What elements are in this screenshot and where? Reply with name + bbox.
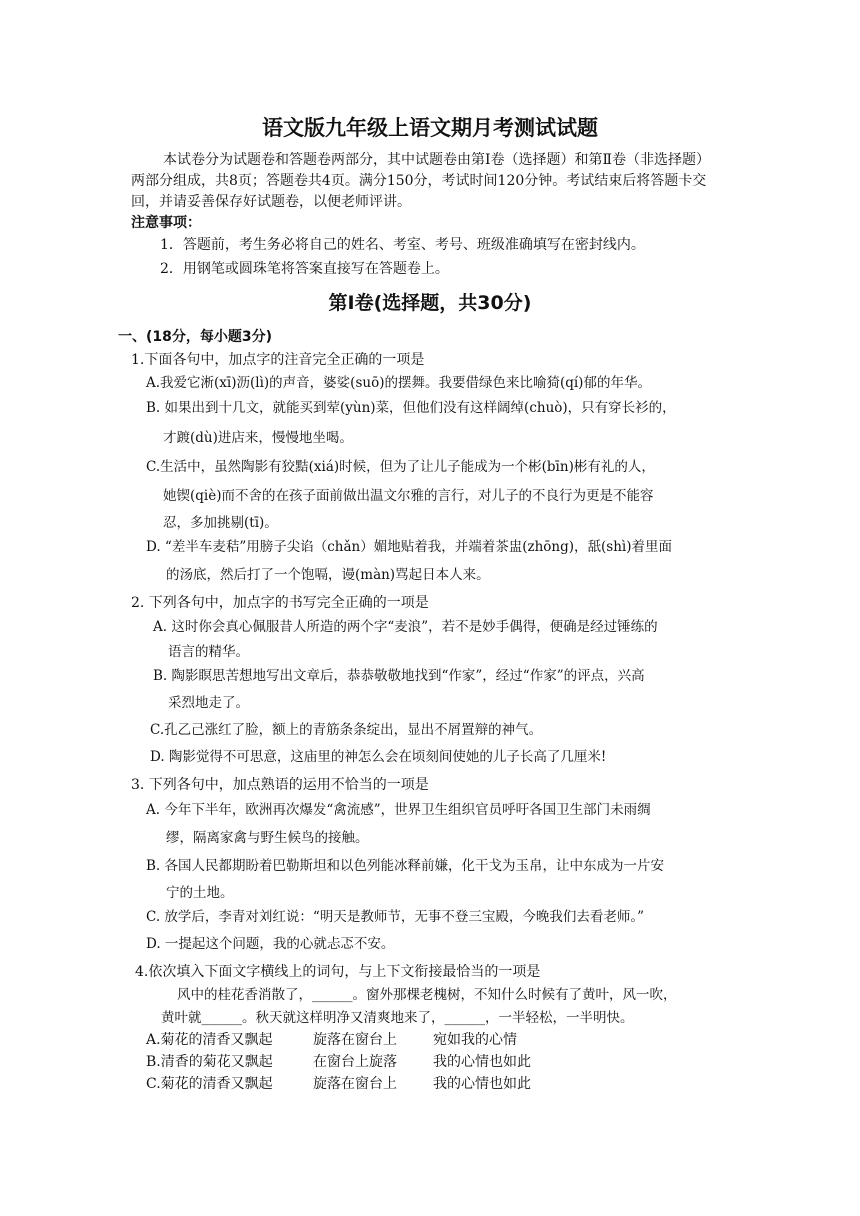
q4-stem: 4.依次填入下面文字横线上的词句，与上下文衔接最恰当的一项是: [135, 964, 541, 980]
q2-option-c: C.孔乙己涨红了脸，额上的青筋条条绽出，显出不屑置辩的神气。: [150, 722, 543, 738]
notice-item-1: 1．答题前，考生务必将自己的姓名、考室、考号、班级准确填写在密封线内。: [160, 237, 645, 253]
q2-stem: 2. 下列各句中，加点字的书写完全正确的一项是: [131, 595, 429, 611]
q4-option-b-part-1: B.清香的菊花又飘起: [146, 1054, 273, 1070]
q2-option-b: B. 陶影瞑思苦想地写出文章后，恭恭敬敬地找到“作家”，经过“作家”的评点，兴高: [153, 668, 645, 684]
q3-option-b: B. 各国人民都期盼着巴勒斯坦和以色列能冰释前嫌，化干戈为玉帛，让中东成为一片安: [146, 858, 665, 874]
q1-option-c-cont-2: 忍，多加挑剔(tī)。: [163, 515, 278, 531]
q1-option-b: B. 如果出到十几文，就能买到荤(yùn)菜，但他们没有这样阔绰(chuò)，只有穿长衫的，: [146, 400, 676, 416]
q1-option-d: D. “差半车麦秸”用膀子尖谄（chǎn）媚地贴着我，并端着茶盅(zhōng)，舐(shì)着里面: [146, 539, 673, 555]
q4-option-a-part-1: A.菊花的清香又飘起: [146, 1032, 273, 1048]
q4-option-c-part-2: 旋落在窗台上: [313, 1076, 397, 1092]
notice-heading: 注意事项：: [131, 215, 201, 231]
q3-option-d: D. 一提起这个问题，我的心就忐忑不安。: [146, 936, 395, 952]
q1-option-c: C.生活中，虽然陶影有狡黠(xiá)时候，但为了让儿子能成为一个彬(bīn)彬有礼的人，: [146, 459, 655, 475]
q3-option-b-cont: 宁的土地。: [166, 885, 234, 901]
q4-passage-line-1: 风中的桂花香消散了，______。窗外那棵老槐树，不知什么时候有了黄叶，风一吹，: [177, 987, 677, 1003]
intro-line-3: 回，并请妥善保存好试题卷，以便老师评讲。: [131, 194, 411, 210]
q3-option-a-cont: 缪，隔离家禽与野生候鸟的接触。: [166, 830, 369, 846]
part-heading: 一、(18分，每小题3分): [118, 329, 273, 345]
q4-option-a-part-3: 宛如我的心情: [433, 1032, 517, 1048]
q2-option-a-cont: 语言的精华。: [168, 644, 249, 660]
q2-option-a: A. 这时你会真心佩服昔人所造的两个字“麦浪”，若不是妙手偶得，便确是经过锤练的: [153, 619, 658, 635]
q4-option-a-part-2: 旋落在窗台上: [313, 1032, 397, 1048]
intro-line-1: 本试卷分为试题卷和答题卷两部分，其中试题卷由第Ⅰ卷（选择题）和第Ⅱ卷（非选择题）: [163, 152, 711, 168]
intro-line-2: 两部分组成，共8页；答题卷共4页。满分150分，考试时间120分钟。考试结束后将答题卡交: [131, 173, 707, 189]
q1-option-c-cont-1: 她锲(qiè)而不舍的在孩子面前做出温文尔雅的言行，对儿子的不良行为更是不能容: [163, 488, 654, 504]
q4-passage-line-2: 黄叶就______。秋天就这样明净又清爽地来了，______，一半轻松，一半明快。: [161, 1010, 634, 1026]
notice-item-2: 2．用钢笔或圆珠笔将答案直接写在答题卷上。: [160, 261, 449, 277]
q4-option-b-part-3: 我的心情也如此: [433, 1054, 531, 1070]
page-title: 语文版九年级上语文期月考测试试题: [262, 116, 598, 140]
q1-option-a: A.我爱它淅(xī)沥(lì)的声音，婆娑(suō)的摆舞。我要借绿色来比喻猗(qí)郁的年华。: [146, 375, 651, 391]
q3-option-a: A. 今年下半年，欧洲再次爆发“禽流感”，世界卫生组织官员呼吁各国卫生部门未雨绸: [146, 802, 651, 818]
q2-option-d: D. 陶影觉得不可思意，这庙里的神怎么会在顷刻间使她的儿子长高了几厘米!: [150, 749, 607, 765]
q3-stem: 3. 下列各句中，加点熟语的运用不恰当的一项是: [131, 777, 429, 793]
section-title: 第Ⅰ卷(选择题，共30分): [328, 292, 532, 314]
q4-option-b-part-2: 在窗台上旋落: [313, 1054, 397, 1070]
q2-option-b-cont: 采烈地走了。: [168, 695, 249, 711]
q1-stem: 1.下面各句中，加点字的注音完全正确的一项是: [131, 352, 425, 368]
q3-option-c: C. 放学后，李青对刘红说：“明天是教师节，无事不登三宝殿，今晚我们去看老师。”: [146, 909, 644, 925]
q4-option-c-part-1: C.菊花的清香又飘起: [146, 1076, 273, 1092]
q1-option-d-cont: 的汤底，然后打了一个饱嗝，谩(màn)骂起日本人来。: [166, 567, 490, 583]
q4-option-c-part-3: 我的心情也如此: [433, 1076, 531, 1092]
q1-option-b-cont: 才踱(dù)进店来，慢慢地坐喝。: [163, 430, 353, 446]
